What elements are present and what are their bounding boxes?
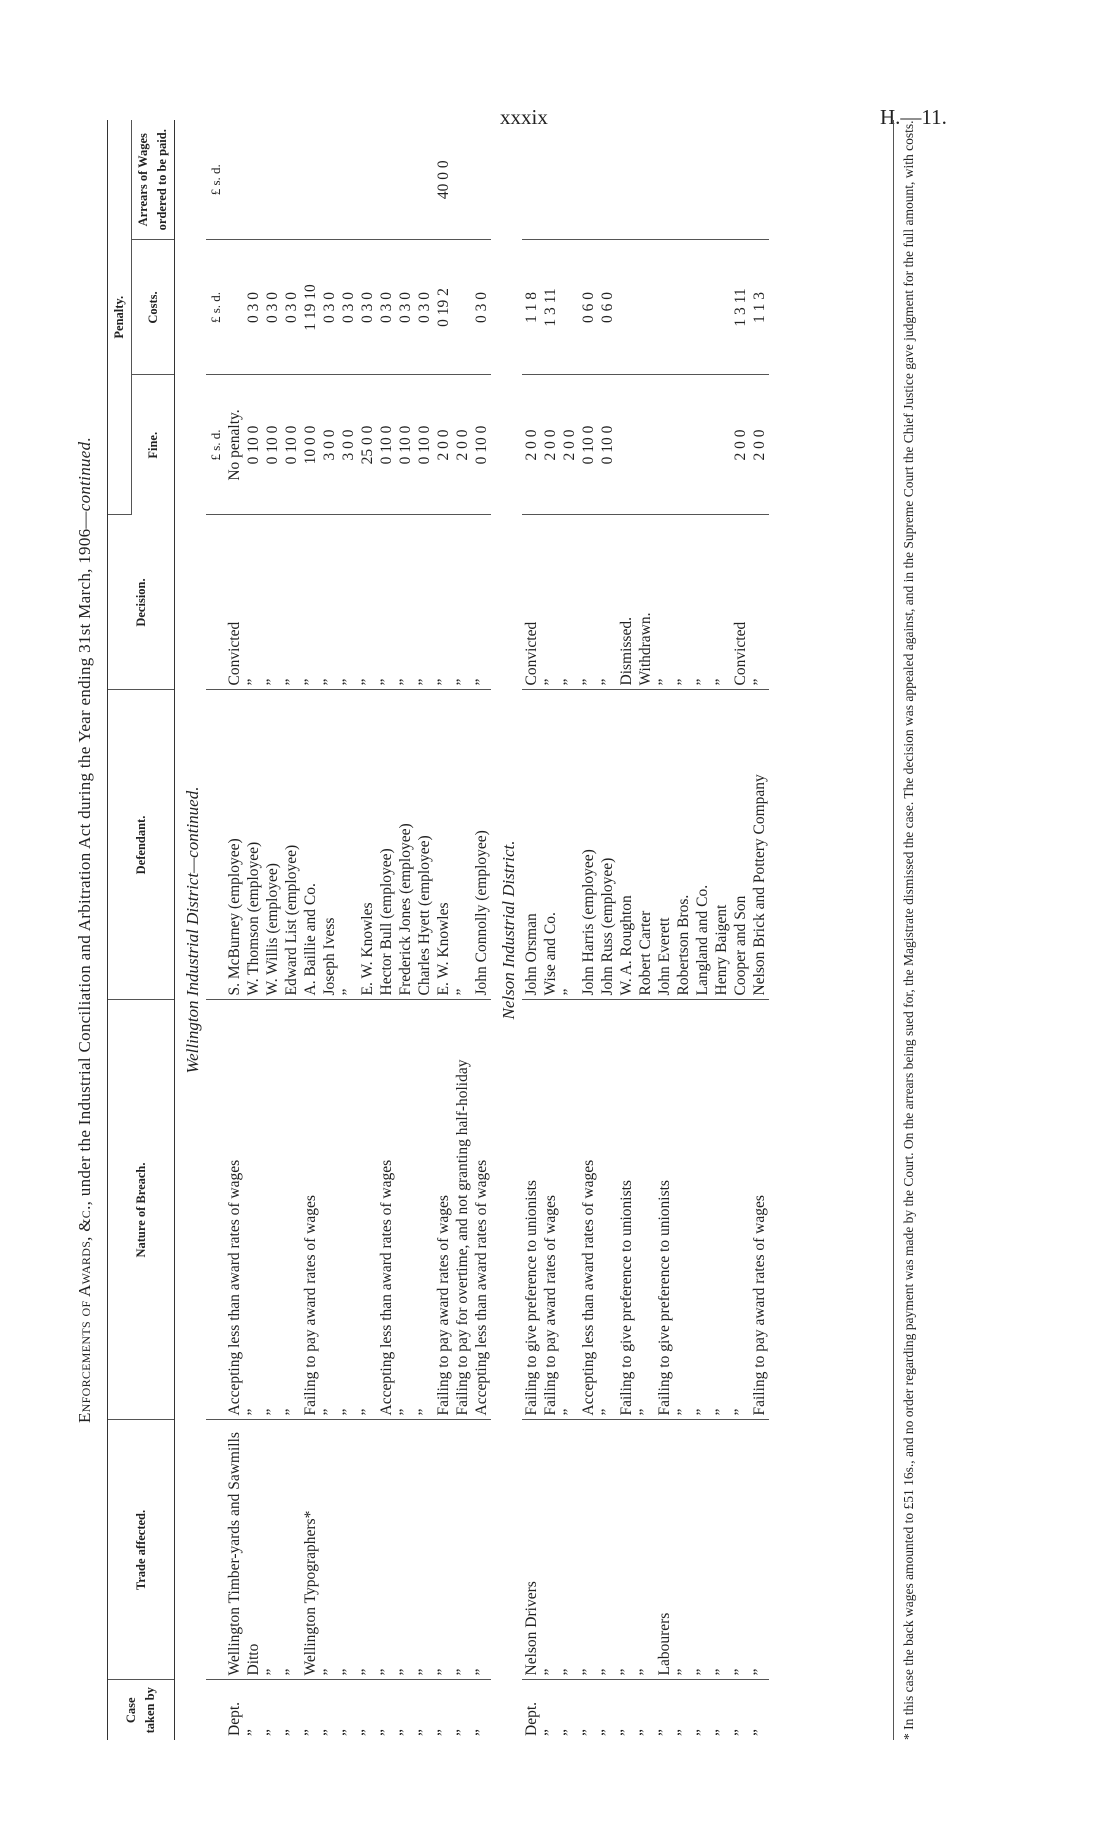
cell-trade: ”	[339, 1420, 358, 1680]
cell-trade: ”	[434, 1420, 453, 1680]
cell-decision: ”	[712, 515, 731, 690]
cell-trade: ”	[560, 1420, 579, 1680]
table-row	[263, 120, 282, 1740]
cell-decision: ”	[244, 515, 263, 690]
cell-fine: 0 10 0	[598, 375, 617, 515]
col-arrears: Arrears of Wages ordered to be paid.	[132, 120, 175, 240]
cell-case: ”	[561, 1729, 578, 1736]
cell-breach: ”	[731, 1000, 750, 1420]
cell-decision: ”	[693, 515, 712, 690]
cell-defendant: John Russ (employee)	[598, 690, 617, 1000]
cell-breach: ”	[636, 1000, 655, 1420]
title-cont: continued.	[75, 436, 94, 512]
cell-fine: 2 0 0	[541, 375, 560, 515]
cell-fine: 0 10 0	[244, 375, 263, 515]
table-row	[541, 120, 560, 1740]
table-row	[320, 120, 339, 1740]
table-row	[579, 120, 598, 1740]
cell-arrears	[579, 120, 598, 240]
table-row	[472, 120, 491, 1740]
rotated-table-region	[75, 120, 955, 1740]
cell-decision: ”	[358, 515, 377, 690]
table-row	[396, 120, 415, 1740]
cell-case: ”	[264, 1729, 281, 1736]
cell-costs: 1 1 3	[750, 240, 769, 375]
enforcements-table	[107, 120, 769, 1740]
cell-decision: Dismissed.	[617, 515, 636, 690]
table-row	[655, 120, 674, 1740]
cell-fine	[617, 375, 636, 515]
cell-defendant: John Orsman	[522, 690, 541, 1000]
cell-decision: ”	[301, 515, 320, 690]
table-row	[750, 120, 769, 1740]
cell-breach: Failing to pay award rates of wages	[541, 1000, 560, 1420]
cell-defendant: John Everett	[655, 690, 674, 1000]
cell-arrears	[655, 120, 674, 240]
empty-cell	[206, 515, 225, 690]
col-trade: Trade affected.	[108, 1420, 175, 1680]
cell-fine: 3 0 0	[320, 375, 339, 515]
section-heading-row	[175, 120, 207, 1740]
cell-decision: ”	[377, 515, 396, 690]
cell-breach: Failing to pay for overtime, and not granting half-holiday	[453, 1000, 472, 1420]
cell-trade: ”	[453, 1420, 472, 1680]
cell-defendant: Langland and Co.	[693, 690, 712, 1000]
cell-arrears: 40 0 0	[434, 120, 453, 240]
cell-trade: ”	[415, 1420, 434, 1680]
cell-decision: ”	[579, 515, 598, 690]
col-breach: Nature of Breach.	[108, 1000, 175, 1420]
cell-case: ”	[416, 1729, 433, 1736]
currency-label: £ s. d.	[206, 120, 225, 240]
cell-breach: Failing to give preference to unionists	[617, 1000, 636, 1420]
cell-costs: 0 3 0	[377, 240, 396, 375]
col-decision: Decision.	[108, 515, 175, 690]
cell-costs	[453, 240, 472, 375]
cell-fine: 0 10 0	[579, 375, 598, 515]
cell-trade: Ditto	[244, 1420, 263, 1680]
cell-case: Dept.	[226, 1701, 243, 1736]
cell-fine: 0 10 0	[377, 375, 396, 515]
empty-cell	[206, 1000, 225, 1420]
page-code: H.—11.	[880, 105, 947, 129]
cell-fine: No penalty.	[225, 375, 244, 515]
cell-case: ”	[618, 1729, 635, 1736]
cell-defendant: Edward List (employee)	[282, 690, 301, 1000]
cell-fine: 2 0 0	[560, 375, 579, 515]
cell-arrears	[263, 120, 282, 240]
cell-arrears	[453, 120, 472, 240]
cell-decision: ”	[598, 515, 617, 690]
cell-fine	[636, 375, 655, 515]
cell-arrears	[396, 120, 415, 240]
cell-case: ”	[732, 1729, 749, 1736]
cell-arrears	[674, 120, 693, 240]
cell-decision: ”	[396, 515, 415, 690]
cell-defendant: Wise and Co.	[541, 690, 560, 1000]
cell-trade: ”	[598, 1420, 617, 1680]
table-body	[175, 120, 770, 1740]
cell-fine: 10 0 0	[301, 375, 320, 515]
table-row	[301, 120, 320, 1740]
cell-breach: ”	[415, 1000, 434, 1420]
cell-fine: 0 10 0	[415, 375, 434, 515]
cell-costs: 0 3 0	[415, 240, 434, 375]
cell-arrears	[731, 120, 750, 240]
cell-costs	[674, 240, 693, 375]
cell-case: ”	[340, 1729, 357, 1736]
cell-fine: 0 10 0	[396, 375, 415, 515]
cell-decision: ”	[415, 515, 434, 690]
cell-breach: Accepting less than award rates of wages	[225, 1000, 244, 1420]
cell-costs: 0 6 0	[579, 240, 598, 375]
empty-cell	[206, 1680, 225, 1740]
cell-costs	[693, 240, 712, 375]
cell-defendant: Cooper and Son	[731, 690, 750, 1000]
cell-decision: ”	[674, 515, 693, 690]
cell-breach: ”	[693, 1000, 712, 1420]
cell-defendant: Hector Bull (employee)	[377, 690, 396, 1000]
cell-breach: ”	[358, 1000, 377, 1420]
table-row	[522, 120, 541, 1740]
col-case: Case taken by	[108, 1680, 175, 1740]
cell-costs: 0 3 0	[472, 240, 491, 375]
cell-defendant: ”	[339, 690, 358, 1000]
cell-case: Dept.	[523, 1701, 540, 1736]
footnote: * In this case the back wages amounted to £51 16s., and no order regarding payment was made by the Court. On the arrears being sued for, the Magistrate dismissed the case. The decision was appealed against, and in the Supreme Court the Chief Justice gave judgment for the full amount, with costs.	[893, 120, 918, 1740]
cell-fine	[712, 375, 731, 515]
cell-decision: ”	[320, 515, 339, 690]
cell-arrears	[225, 120, 244, 240]
cell-case: ”	[302, 1729, 319, 1736]
cell-case: ”	[751, 1729, 768, 1736]
cell-breach: Accepting less than award rates of wages	[472, 1000, 491, 1420]
cell-trade: Nelson Drivers	[522, 1420, 541, 1680]
cell-costs: 1 19 10	[301, 240, 320, 375]
cell-trade: Labourers	[655, 1420, 674, 1680]
cell-case: ”	[542, 1729, 559, 1736]
cell-fine	[655, 375, 674, 515]
cell-arrears	[282, 120, 301, 240]
cell-costs: 0 3 0	[263, 240, 282, 375]
cell-case: ”	[397, 1729, 414, 1736]
cell-trade: ”	[712, 1420, 731, 1680]
empty-cell	[206, 690, 225, 1000]
cell-costs	[655, 240, 674, 375]
cell-trade: ”	[636, 1420, 655, 1680]
cell-breach: ”	[282, 1000, 301, 1420]
cell-breach: ”	[674, 1000, 693, 1420]
cell-breach: Failing to pay award rates of wages	[750, 1000, 769, 1420]
cell-trade: ”	[396, 1420, 415, 1680]
cell-fine: 2 0 0	[434, 375, 453, 515]
cell-arrears	[244, 120, 263, 240]
cell-fine	[693, 375, 712, 515]
cell-case: ”	[378, 1729, 395, 1736]
cell-fine: 0 10 0	[263, 375, 282, 515]
cell-defendant: Joseph Ivess	[320, 690, 339, 1000]
cell-case: ”	[359, 1729, 376, 1736]
cell-arrears	[541, 120, 560, 240]
cell-case: ”	[637, 1729, 654, 1736]
table-row	[377, 120, 396, 1740]
cell-trade: ”	[377, 1420, 396, 1680]
cell-breach: Failing to give preference to unionists	[655, 1000, 674, 1420]
cell-defendant: E. W. Knowles	[358, 690, 377, 1000]
col-penalty: Penalty.	[108, 120, 132, 515]
cell-defendant: Robertson Bros.	[674, 690, 693, 1000]
cell-defendant: Nelson Brick and Pottery Company	[750, 690, 769, 1000]
cell-arrears	[415, 120, 434, 240]
cell-decision: ”	[282, 515, 301, 690]
currency-row	[206, 120, 225, 1740]
cell-fine: 25 0 0	[358, 375, 377, 515]
cell-costs: 0 3 0	[358, 240, 377, 375]
cell-costs: 0 3 0	[396, 240, 415, 375]
currency-label: £ s. d.	[206, 375, 225, 515]
section-heading-row	[491, 120, 522, 1740]
cell-costs	[712, 240, 731, 375]
cell-breach: ”	[320, 1000, 339, 1420]
title-lead: Enforcements of Awards, &c.,	[75, 1200, 94, 1424]
cell-decision: Convicted	[731, 515, 750, 690]
cell-arrears	[472, 120, 491, 240]
cell-fine: 2 0 0	[522, 375, 541, 515]
cell-defendant: Robert Carter	[636, 690, 655, 1000]
cell-costs: 1 3 11	[541, 240, 560, 375]
table-row	[358, 120, 377, 1740]
cell-trade: ”	[750, 1420, 769, 1680]
cell-defendant: S. McBurney (employee)	[225, 690, 244, 1000]
table-title	[75, 120, 95, 1740]
cell-defendant: ”	[453, 690, 472, 1000]
cell-decision: ”	[263, 515, 282, 690]
cell-trade: ”	[282, 1420, 301, 1680]
table-row	[244, 120, 263, 1740]
table-row	[225, 120, 244, 1740]
page-number: xxxix	[500, 105, 548, 129]
table-row	[434, 120, 453, 1740]
cell-arrears	[358, 120, 377, 240]
cell-decision: ”	[472, 515, 491, 690]
cell-trade: ”	[472, 1420, 491, 1680]
cell-decision: ”	[560, 515, 579, 690]
cell-trade: ”	[674, 1420, 693, 1680]
cell-case: ”	[675, 1729, 692, 1736]
cell-decision: Convicted	[522, 515, 541, 690]
cell-defendant: Charles Hyett (employee)	[415, 690, 434, 1000]
col-fine: Fine.	[132, 375, 175, 515]
cell-decision: ”	[434, 515, 453, 690]
cell-case: ”	[435, 1729, 452, 1736]
cell-breach: ”	[712, 1000, 731, 1420]
cell-arrears	[693, 120, 712, 240]
cell-trade: ”	[579, 1420, 598, 1680]
cell-arrears	[320, 120, 339, 240]
cell-costs: 1 3 11	[731, 240, 750, 375]
cell-costs: 0 6 0	[598, 240, 617, 375]
cell-defendant: E. W. Knowles	[434, 690, 453, 1000]
cell-breach: ”	[560, 1000, 579, 1420]
cell-trade: ”	[617, 1420, 636, 1680]
table-row	[731, 120, 750, 1740]
cell-arrears	[636, 120, 655, 240]
cell-arrears	[598, 120, 617, 240]
cell-breach: Accepting less than award rates of wages	[579, 1000, 598, 1420]
table-row	[693, 120, 712, 1740]
table-row	[453, 120, 472, 1740]
col-costs: Costs.	[132, 240, 175, 375]
cell-fine: 2 0 0	[750, 375, 769, 515]
cell-defendant: Frederick Jones (employee)	[396, 690, 415, 1000]
cell-arrears	[377, 120, 396, 240]
cell-trade: Wellington Typographers*	[301, 1420, 320, 1680]
cell-trade: ”	[731, 1420, 750, 1680]
title-rest: under the Industrial Conciliation and Arbitration Act during the Year ending 31st March, 1906—	[75, 511, 94, 1197]
cell-costs	[617, 240, 636, 375]
cell-arrears	[750, 120, 769, 240]
cell-breach: ”	[598, 1000, 617, 1420]
cell-costs: 0 3 0	[320, 240, 339, 375]
cell-breach: ”	[244, 1000, 263, 1420]
table-row	[636, 120, 655, 1740]
cell-trade: ”	[263, 1420, 282, 1680]
col-defendant: Defendant.	[108, 690, 175, 1000]
cell-case: ”	[283, 1729, 300, 1736]
cell-costs	[560, 240, 579, 375]
cell-case: ”	[473, 1729, 490, 1736]
cell-defendant: W. Thomson (employee)	[244, 690, 263, 1000]
cell-fine: 3 0 0	[339, 375, 358, 515]
cell-costs: 0 3 0	[244, 240, 263, 375]
table-row	[674, 120, 693, 1740]
cell-decision: ”	[339, 515, 358, 690]
cell-arrears	[617, 120, 636, 240]
cell-breach: ”	[263, 1000, 282, 1420]
cell-defendant: A. Baillie and Co.	[301, 690, 320, 1000]
cell-decision: ”	[541, 515, 560, 690]
cell-trade: Wellington Timber-yards and Sawmills	[225, 1420, 244, 1680]
cell-decision: ”	[453, 515, 472, 690]
cell-arrears	[522, 120, 541, 240]
cell-defendant: W. Willis (employee)	[263, 690, 282, 1000]
table-row	[560, 120, 579, 1740]
cell-arrears	[712, 120, 731, 240]
cell-costs	[225, 240, 244, 375]
cell-breach: ”	[339, 1000, 358, 1420]
table-row	[282, 120, 301, 1740]
cell-defendant: John Harris (employee)	[579, 690, 598, 1000]
table-row	[339, 120, 358, 1740]
cell-fine: 2 0 0	[731, 375, 750, 515]
table-row	[712, 120, 731, 1740]
table-row	[415, 120, 434, 1740]
cell-arrears	[301, 120, 320, 240]
cell-defendant: John Connolly (employee)	[472, 690, 491, 1000]
cell-trade: ”	[693, 1420, 712, 1680]
cell-arrears	[560, 120, 579, 240]
cell-costs: 1 1 8	[522, 240, 541, 375]
cell-breach: Accepting less than award rates of wages	[377, 1000, 396, 1420]
cell-trade: ”	[541, 1420, 560, 1680]
cell-case: ”	[656, 1729, 673, 1736]
table-row	[617, 120, 636, 1740]
section-heading: Wellington Industrial District—continued.	[183, 786, 202, 1074]
cell-fine: 0 10 0	[282, 375, 301, 515]
cell-breach: Failing to give preference to unionists	[522, 1000, 541, 1420]
cell-fine: 2 0 0	[453, 375, 472, 515]
cell-decision: Withdrawn.	[636, 515, 655, 690]
cell-defendant: W. A. Roughton	[617, 690, 636, 1000]
cell-case: ”	[321, 1729, 338, 1736]
currency-label: £ s. d.	[206, 240, 225, 375]
cell-arrears	[339, 120, 358, 240]
cell-costs: 0 3 0	[282, 240, 301, 375]
cell-breach: Failing to pay award rates of wages	[434, 1000, 453, 1420]
cell-decision: ”	[750, 515, 769, 690]
cell-defendant: Henry Baigent	[712, 690, 731, 1000]
cell-trade: ”	[320, 1420, 339, 1680]
cell-breach: ”	[396, 1000, 415, 1420]
cell-fine	[674, 375, 693, 515]
cell-case: ”	[694, 1729, 711, 1736]
cell-defendant: ”	[560, 690, 579, 1000]
empty-cell	[206, 1420, 225, 1680]
cell-case: ”	[580, 1729, 597, 1736]
cell-case: ”	[245, 1729, 262, 1736]
cell-costs	[636, 240, 655, 375]
cell-costs: 0 3 0	[339, 240, 358, 375]
cell-case: ”	[599, 1729, 616, 1736]
cell-case: ”	[713, 1729, 730, 1736]
cell-decision: ”	[655, 515, 674, 690]
section-heading: Nelson Industrial District.	[499, 840, 518, 1020]
cell-costs: 0 19 2	[434, 240, 453, 375]
table-row	[598, 120, 617, 1740]
cell-trade: ”	[358, 1420, 377, 1680]
cell-case: ”	[454, 1729, 471, 1736]
cell-decision: Convicted	[225, 515, 244, 690]
cell-breach: Failing to pay award rates of wages	[301, 1000, 320, 1420]
cell-fine: 0 10 0	[472, 375, 491, 515]
